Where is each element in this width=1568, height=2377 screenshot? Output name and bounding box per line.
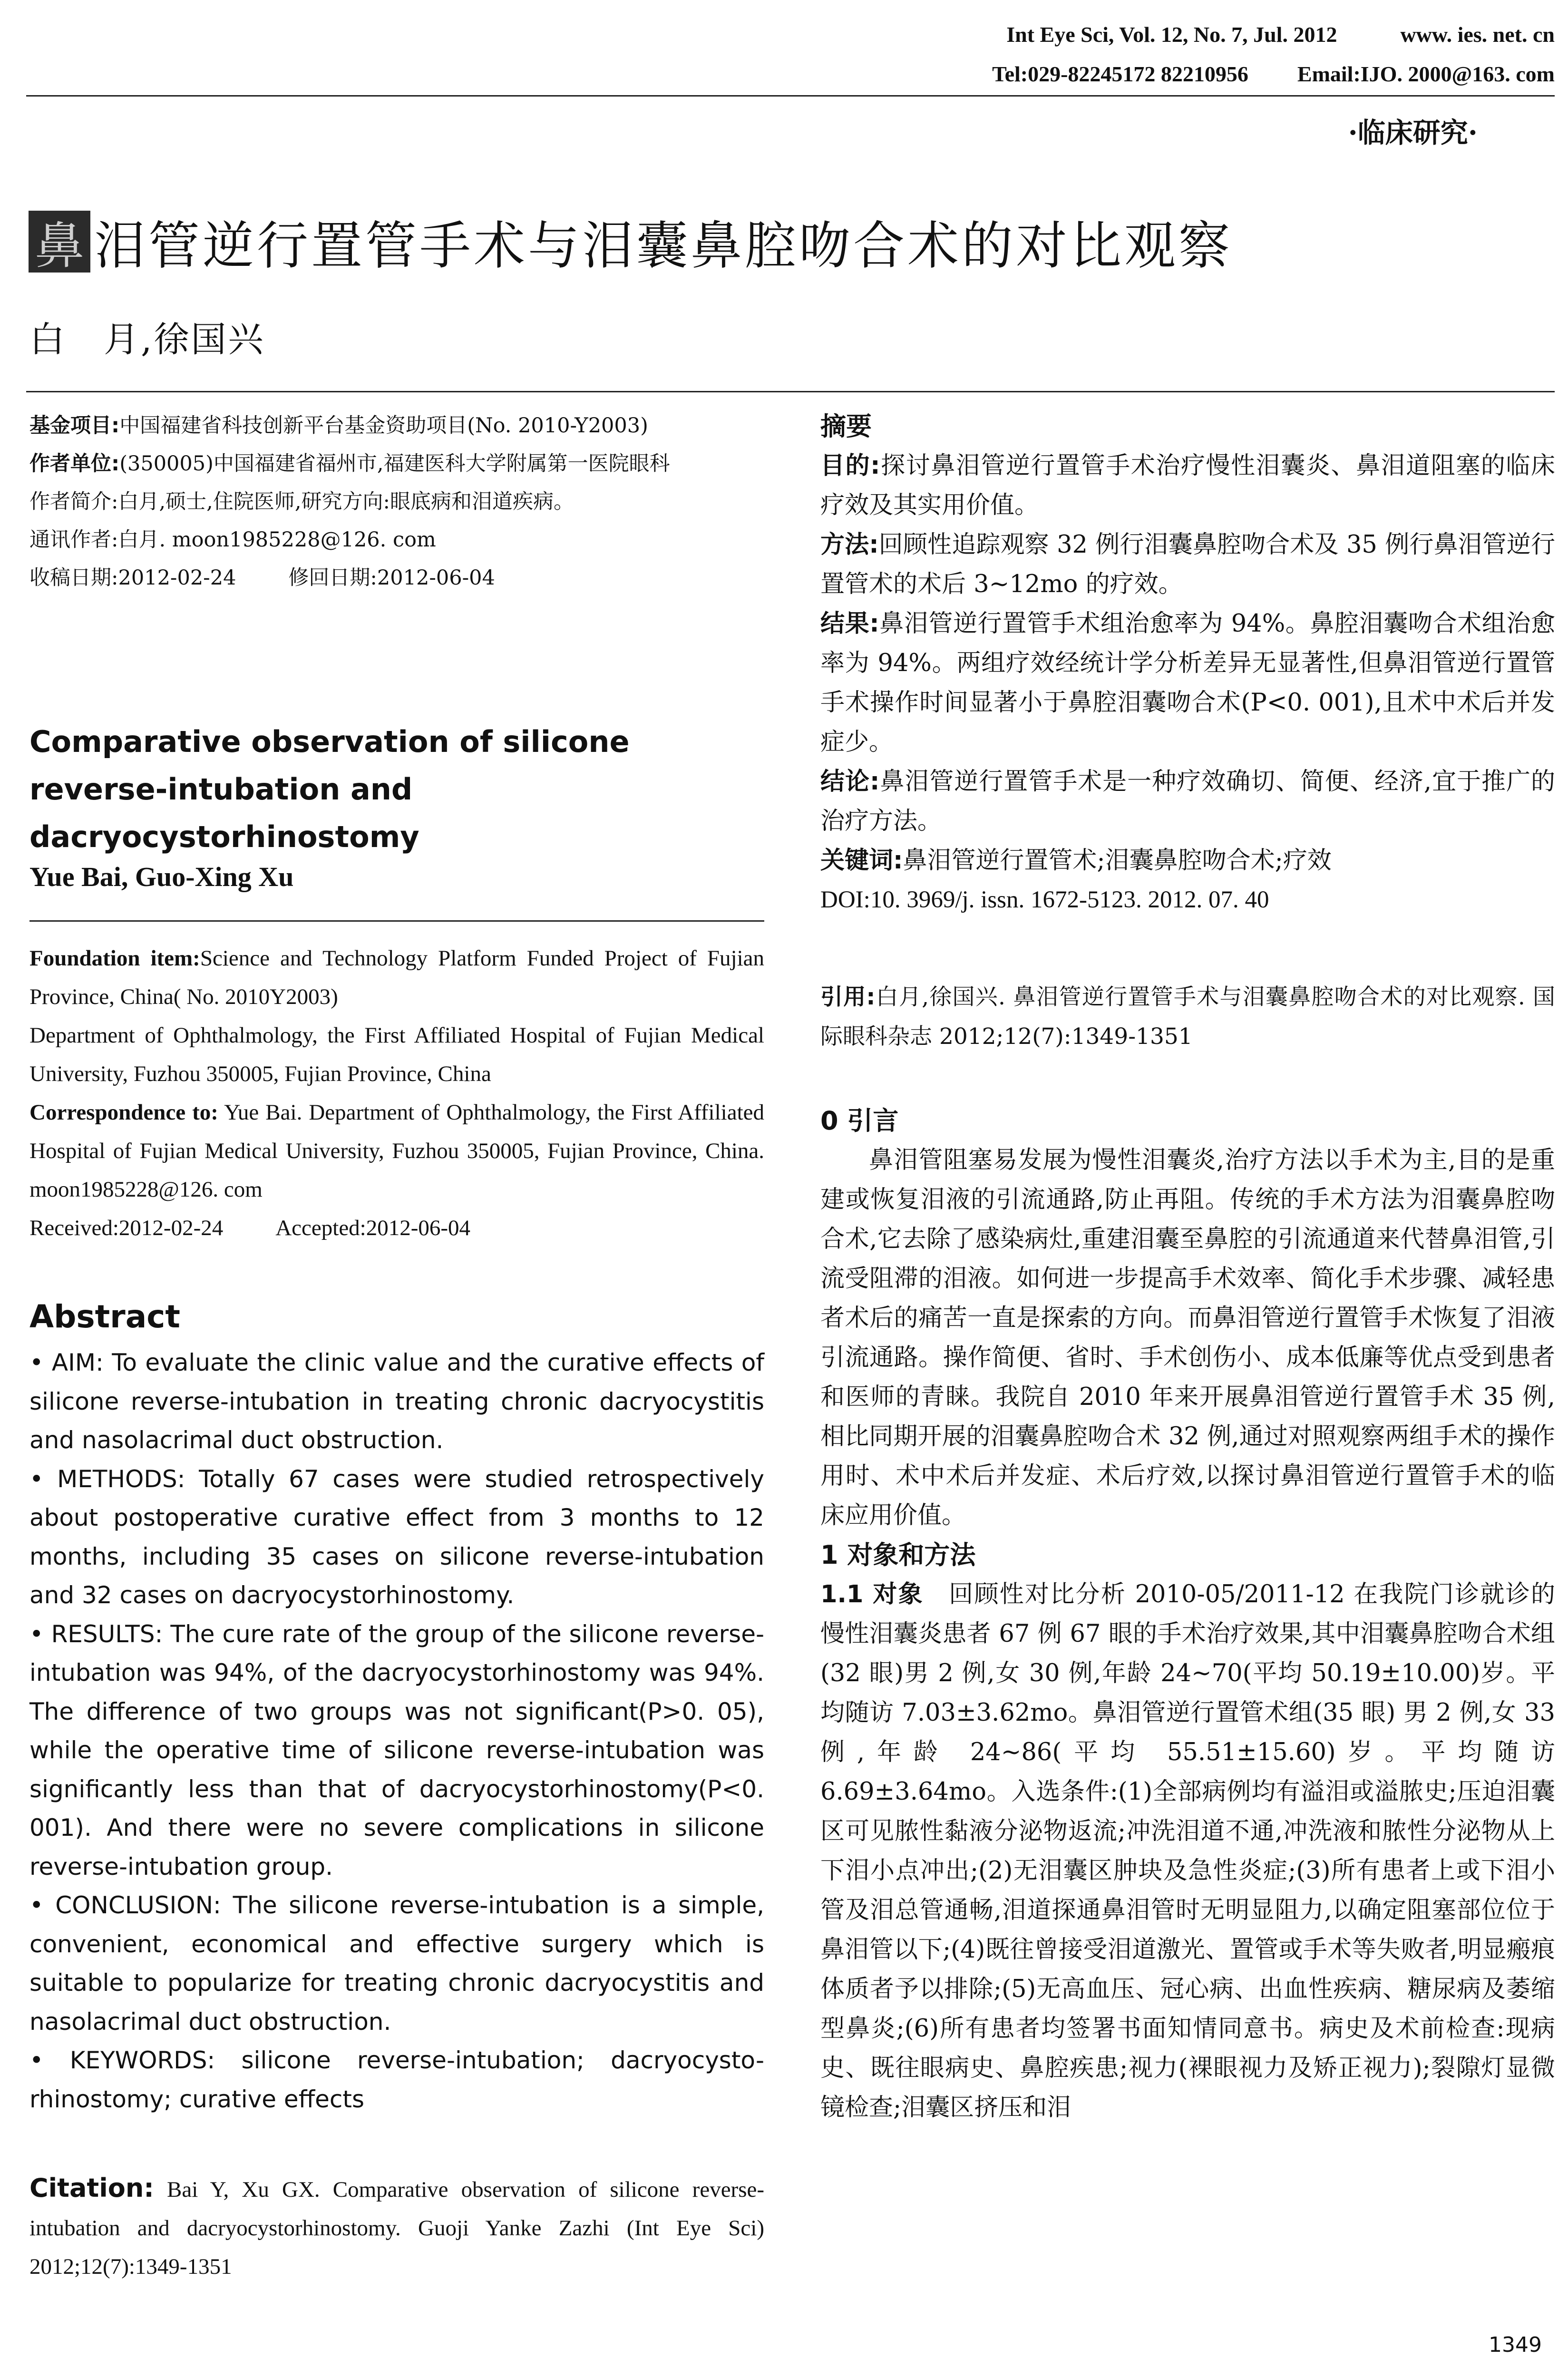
abstract-conclusion: • CONCLUSION: The silicone reverse-intubation is a simple, convenient, economical and effective surgery which is suitable to popularize for treating chronic dacryocystitis and nasolacrimal duct obstruction. — [29, 1891, 764, 2036]
abstract-results: • RESULTS: The cure rate of the group of the silicone reverse-intubation was 94%, of the dacryocystorhinostomy was 94%. The difference of two groups was not significant(P>0. 05), while the operative time of silicone reverse-intubation was significantly less than that of dacryocystorhinostomy(P<0. 001). And there were no severe complications in silicone reverse-intubation group. — [29, 1620, 764, 1880]
journal-line: Int Eye Sci, Vol. 12, No. 7, Jul. 2012 — [1006, 22, 1337, 47]
journal-contact — [992, 59, 1555, 89]
abstract-cn-aim: 目的:探讨鼻泪管逆行置管手术治疗慢性泪囊炎、鼻泪道阻塞的临床疗效及其实用价值。 — [820, 452, 1555, 519]
citation-en: Citation: Bai Y, Xu GX. Comparative observation of silicone reverse-intubation and dacryocystorhinostomy. Guoji Yanke Zazhi (Int Eye Sci) 2012;12(7):1349-1351 — [29, 2173, 765, 2279]
correspondence: Correspondence to: Yue Bai. Department of Ophthalmology, the First Affiliated Hospital of Fujian Medical University, Fuzhou 350005, Fujian Province, China. moon1985228@126. com — [29, 1100, 764, 1202]
intro-heading: 0 引言 — [820, 1106, 899, 1136]
authors-cn: 白 月,徐国兴 — [29, 319, 265, 360]
english-authors: Yue Bai, Guo-Xing Xu — [29, 861, 294, 892]
abstract-heading: Abstract — [29, 1298, 180, 1335]
header-rule — [26, 95, 1555, 97]
funding: 基金项目:中国福建省科技创新平台基金资助项目(No. 2010-Y2003) — [29, 414, 648, 438]
abstract-aim: • AIM: To evaluate the clinic value and the curative effects of silicone reverse-intubation in treating chronic dacryocystitis and nasolacrimal duct obstruction. — [29, 1349, 764, 1454]
article-title — [29, 205, 1233, 278]
english-title: Comparative observation of silicone reverse-intubation and dacryocystorhinostomy — [29, 724, 630, 854]
author-bio: 作者简介:白月,硕士,住院医师,研究方向:眼底病和泪道疾病。 — [29, 490, 574, 514]
abstract-cn-heading: 摘要 — [820, 411, 872, 441]
department: Department of Ophthalmology, the First Affiliated Hospital of Fujian Medical University, Fuzhou 350005, Fujian Province, China — [29, 1023, 764, 1086]
abstract-keywords: • KEYWORDS: silicone reverse-intubation; dacryocysto-rhinostomy; curative effects — [29, 2046, 764, 2113]
title-first-char: 鼻 — [29, 211, 90, 273]
journal-header — [1006, 20, 1555, 49]
journal-website: www. ies. net. cn — [1400, 22, 1555, 47]
abstract-cn-conclusion: 结论:鼻泪管逆行置管手术是一种疗效确切、简便、经济,宜于推广的治疗方法。 — [820, 768, 1555, 835]
abstract-en — [29, 1344, 764, 2119]
body-cn — [820, 1101, 1555, 2127]
abstract-cn — [820, 407, 1555, 920]
title-rule — [26, 391, 1555, 392]
abstract-methods: • METHODS: Totally 67 cases were studied retrospectively about postoperative curative effect from 3 months to 12 months, including 35 cases on silicone reverse-intubation and 32 cases on dacryocystorhinostomy. — [29, 1465, 764, 1609]
english-rule — [29, 920, 764, 922]
abstract-cn-results: 结果:鼻泪管逆行置管手术组治愈率为 94%。鼻腔泪囊吻合术组治愈率为 94%。两组疗效经统计学分析差异无显著性,但鼻泪管逆行置管手术操作时间显著小于鼻腔泪囊吻合术(P<0. 001),且术中术后并发症少。 — [820, 610, 1555, 756]
section-tag: ·临床研究· — [1348, 117, 1478, 149]
meta-en — [29, 939, 764, 1247]
abstract-cn-methods: 方法:回顾性追踪观察 32 例行泪囊鼻腔吻合术及 35 例行鼻泪管逆行置管术的术后 3~12mo 的疗效。 — [820, 531, 1556, 598]
citation-cn: 引用:白月,徐国兴. 鼻泪管逆行置管手术与泪囊鼻腔吻合术的对比观察. 国际眼科杂志 2012;12(7):1349-1351 — [820, 984, 1555, 1050]
dates-en: Received:2012-02-24 Accepted:2012-06-04 — [29, 1216, 471, 1240]
meta-cn — [29, 407, 764, 597]
page-number: 1349 — [1489, 2333, 1542, 2357]
intro-paragraph: 鼻泪管阻塞易发展为慢性泪囊炎,治疗方法以手术为主,目的是重建或恢复泪液的引流通路,防止再阻。传统的手术方法为泪囊鼻腔吻合术,它去除了感染病灶,重建泪囊至鼻腔的引流通道来代替鼻泪管,引流受阻滞的泪液。如何进一步提高手术效率、简化手术步骤、减轻患者术后的痛苦一直是探索的方向。而鼻泪管逆行置管手术恢复了泪液引流通路。操作简便、省时、手术创伤小、成本低廉等优点受到患者和医师的青睐。我院自 2010 年来开展鼻泪管逆行置管手术 35 例,相比同期开展的泪囊鼻腔吻合术 32 例,通过对照观察两组手术的操作用时、术中术后并发症、术后疗效,以探讨鼻泪管逆行置管手术的临床应用价值。 — [820, 1146, 1555, 1529]
methods-heading: 1 对象和方法 — [820, 1540, 976, 1570]
abstract-cn-keywords: 关键词:鼻泪管逆行置管术;泪囊鼻腔吻合术;疗效 — [820, 847, 1332, 875]
corresponding-author: 通讯作者:白月. moon1985228@126. com — [29, 528, 436, 552]
doi: DOI:10. 3969/j. issn. 1672-5123. 2012. 07. 40 — [820, 887, 1269, 913]
title-rest: 泪管逆行置管手术与泪囊鼻腔吻合术的对比观察 — [94, 216, 1233, 276]
journal-tel: Tel:029-82245172 82210956 — [992, 62, 1248, 86]
journal-email: Email:IJO. 2000@163. com — [1297, 62, 1555, 86]
dates-cn: 收稿日期:2012-02-24 修回日期:2012-06-04 — [29, 566, 495, 590]
affiliation: 作者单位:(350005)中国福建省福州市,福建医科大学附属第一医院眼科 — [29, 452, 670, 476]
foundation-item: Foundation item:Science and Technology Platform Funded Project of Fujian Province, China( No. 2010Y2003) — [29, 946, 764, 1009]
subjects-paragraph: 1.1 对象 回顾性对比分析 2010-05/2011-12 在我院门诊就诊的慢性泪囊炎患者 67 例 67 眼的手术治疗效果,其中泪囊鼻腔吻合术组(32 眼)男 2 例,女 30 例,年龄 24~70(平均 50.19±10.00)岁。平均随访 7.03±3.62mo。鼻泪管逆行置管术组(35 眼) 男 2 例,女 33 例,年龄 24~86(平均 55.51±15.60)岁。平均随访 6.69±3.64mo。入选条件:(1)全部病例均有溢泪或溢脓史;压迫泪囊区可见脓性黏液分泌物返流;冲洗泪道不通,冲洗液和脓性分泌物从上下泪小点冲出;(2)无泪囊区肿块及急性炎症;(3)所有患者上或下泪小管及泪总管通畅,泪道探通鼻泪管时无明显阻力,以确定阻塞部位位于鼻泪管以下;(4)既往曾接受泪道激光、置管或手术等失败者,明显瘢痕体质者予以排除;(5)无高血压、冠心病、出血性疾病、糖尿病及萎缩型鼻炎;(6)所有患者均签署书面知情同意书。病史及术前检查:现病史、既往眼病史、鼻腔疾患;视力(裸眼视力及矫正视力);裂隙灯显微镜检查;泪囊区挤压和泪 — [820, 1580, 1555, 2122]
